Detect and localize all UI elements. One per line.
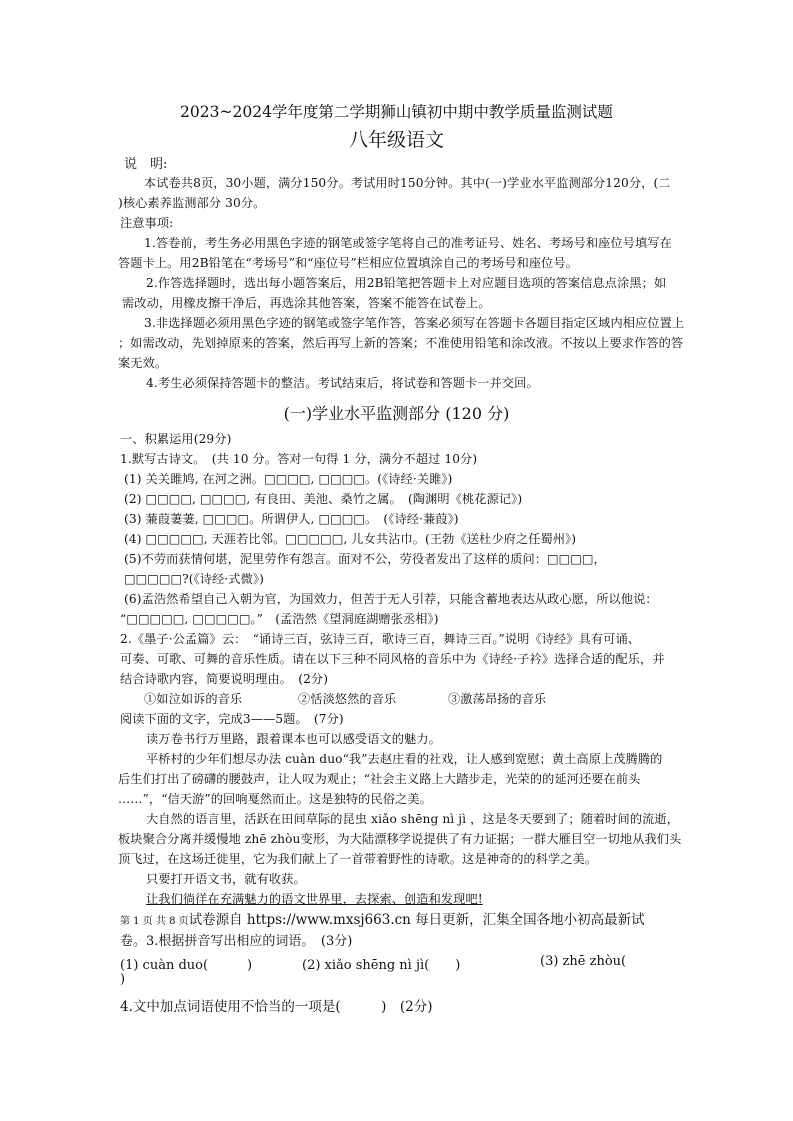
notes-line: 案无效。 — [118, 356, 168, 370]
question-1-item: (2) □□□□, □□□□, 有良田、美池、桑竹之属。 (陶渊明《桃花源记》) — [124, 492, 523, 506]
question-3-item: ) — [120, 972, 126, 987]
notes-line: 答题卡上。用2B铅笔在“考场号”和“座位号”栏相应位置填涂自己的考场号和座位号。 — [118, 256, 579, 270]
instructions-line: )核心素养监测部分 30分。 — [118, 196, 266, 210]
question-2-option: ②恬淡悠然的音乐 — [298, 692, 397, 706]
notes-line: 1.答卷前，考生务必用黑色字迹的钢笔或签字笔将自己的准考证号、姓名、考场号和座位号填写在 — [144, 236, 672, 250]
reading-line: 让我们徜徉在充满魅力的语文世界里，去探索、创造和发现吧! — [146, 892, 483, 906]
instructions-line: 本试卷共8页，30小题，满分150分。考试用时150分钟。其中(一)学业水平监测部分120分，(二 — [144, 176, 671, 190]
notes-line: ；如需改动，先划掉原来的答案，然后再写上新的答案；不准使用铅笔和涂改液。不按以上要求作答的答 — [118, 336, 684, 350]
notes-line: 3.非选择题必须用黑色字迹的钢笔或签字笔作答，答案必须写在答题卡各题目指定区域内相应位置上 — [144, 316, 685, 330]
question-3-item: (1) cuàn duo( ) — [120, 958, 253, 973]
page-number: 第 1 页 共 8 页 — [120, 916, 189, 927]
question-2-line: 2.《墨子·公孟篇》云： “诵诗三百，弦诗三百，歌诗三百，舞诗三百。”说明《诗经》具有可诵、 — [120, 632, 641, 646]
reading-line: 只要打开语文书，就有收获。 — [146, 872, 306, 886]
notes-line: 2.作答选择题时，选出每小题答案后，用2B铅笔把答题卡上对应题目选项的答案信息点涂黑；如 — [146, 276, 667, 290]
question-2-line: 结合诗歌内容，简要说明理由。 (2分) — [120, 672, 329, 686]
question-2-option: ①如泣如诉的音乐 — [144, 692, 243, 706]
question-3-head: 卷。3.根据拼音写出相应的词语。 (3分) — [120, 934, 353, 949]
question-1-item: (6)孟浩然希望自己入朝为官，为国效力，但苦于无人引荐，只能含蓄地表达从政心愿，所以他说： — [124, 592, 658, 606]
reading-line: 大自然的语言里，活跃在田间草际的昆虫 xiǎo shēng nì jì ，这是冬天要到了；随着时间的流逝， — [146, 812, 679, 826]
question-1-item: (4) □□□□□, 天涯若比邻。□□□□□, 儿女共沾巾。(王勃《送杜少府之任蜀州》) — [124, 532, 577, 546]
question-1-item: □□□□□?(《诗经·式微》) — [124, 572, 264, 586]
exam-subtitle: 八年级语文 — [348, 129, 444, 151]
section-heading: 一、积累运用(29分) — [120, 432, 232, 446]
question-1-item: (1) 关关雎鸠, 在河之洲。□□□□, □□□□。(《诗经·关雎》) — [124, 472, 453, 486]
notes-line: 4.考生必须保持答题卡的整洁。考试结束后，将试卷和答题卡一并交回。 — [146, 376, 539, 390]
section-title: (一)学业水平监测部分 (120 分) — [283, 404, 510, 423]
notes-line: 需改动，用橡皮擦干净后，再选涂其他答案，答案不能答在试卷上。 — [122, 296, 491, 310]
notes-heading: 注意事项: — [120, 216, 174, 230]
instructions-heading: 说 明: — [124, 157, 168, 172]
reading-line: 读万卷书行万里路，跟着课本也可以感受语文的魅力。 — [146, 732, 441, 746]
question-2-option: ③激荡昂扬的音乐 — [448, 692, 547, 706]
question-4: 4.文中加点词语使用不恰当的一项是( ) (2分) — [120, 999, 433, 1015]
question-1-item: “□□□□□, □□□□□。” (孟浩然《望洞庭湖赠张丞相》) — [120, 612, 439, 626]
reading-line: 后生们打出了磅礴的腰鼓声，让人叹为观止；“社会主义路上大踏步走，光荣的的延河还要在前头 — [118, 772, 641, 786]
question-3-item: (3) zhē zhòu( — [540, 954, 627, 969]
question-3-item: (2) xiǎo shēng nì jì( ) — [302, 958, 461, 973]
reading-line: 顶飞过，在这场迁徙里，它为我们献上了一首带着野性的诗歌。这是神奇的的科学之美。 — [118, 852, 598, 866]
question-1-item: (5)不劳而获情何堪，泥里劳作有怨言。面对不公，劳役者发出了这样的质问：□□□□， — [124, 552, 606, 566]
exam-title: 2023~2024学年度第二学期狮山镇初中期中教学质量监测试题 — [180, 103, 613, 121]
reading-line: 板块聚合分离并缓慢地 zhē zhòu变形，为大陆漂移学说提供了有力证据；一群大雁目空一切地从我们头 — [118, 832, 682, 846]
question-2-line: 可奏、可歌、可舞的音乐性质。请在以下三种不同风格的音乐中为《诗经·子衿》选择合适的配乐，并 — [120, 652, 665, 666]
reading-head: 阅读下面的文字，完成3——5题。 (7分) — [120, 712, 344, 726]
page-footer — [120, 908, 645, 928]
question-1-item: (3) 蒹葭萋萋, □□□□。所谓伊人, □□□□。 (《诗经·蒹葭》) — [124, 512, 459, 526]
source-link-text: 试卷源自 https://www.mxsj663.cn 每日更新，汇集全国各地小初高最新试 — [188, 912, 645, 928]
reading-line: 平桥村的少年们想尽办法 cuàn duo“我”去赵庄看的社戏，让人感到宽慰；黄土高原上茂腾腾的 — [146, 752, 663, 766]
question-1-head: 1.默写古诗文。 (共 10 分。答对一句得 1 分，满分不超过 10分) — [120, 452, 478, 466]
reading-line: ……”，“信天游”的回响戛然而止。这是独特的民俗之美。 — [118, 792, 432, 806]
